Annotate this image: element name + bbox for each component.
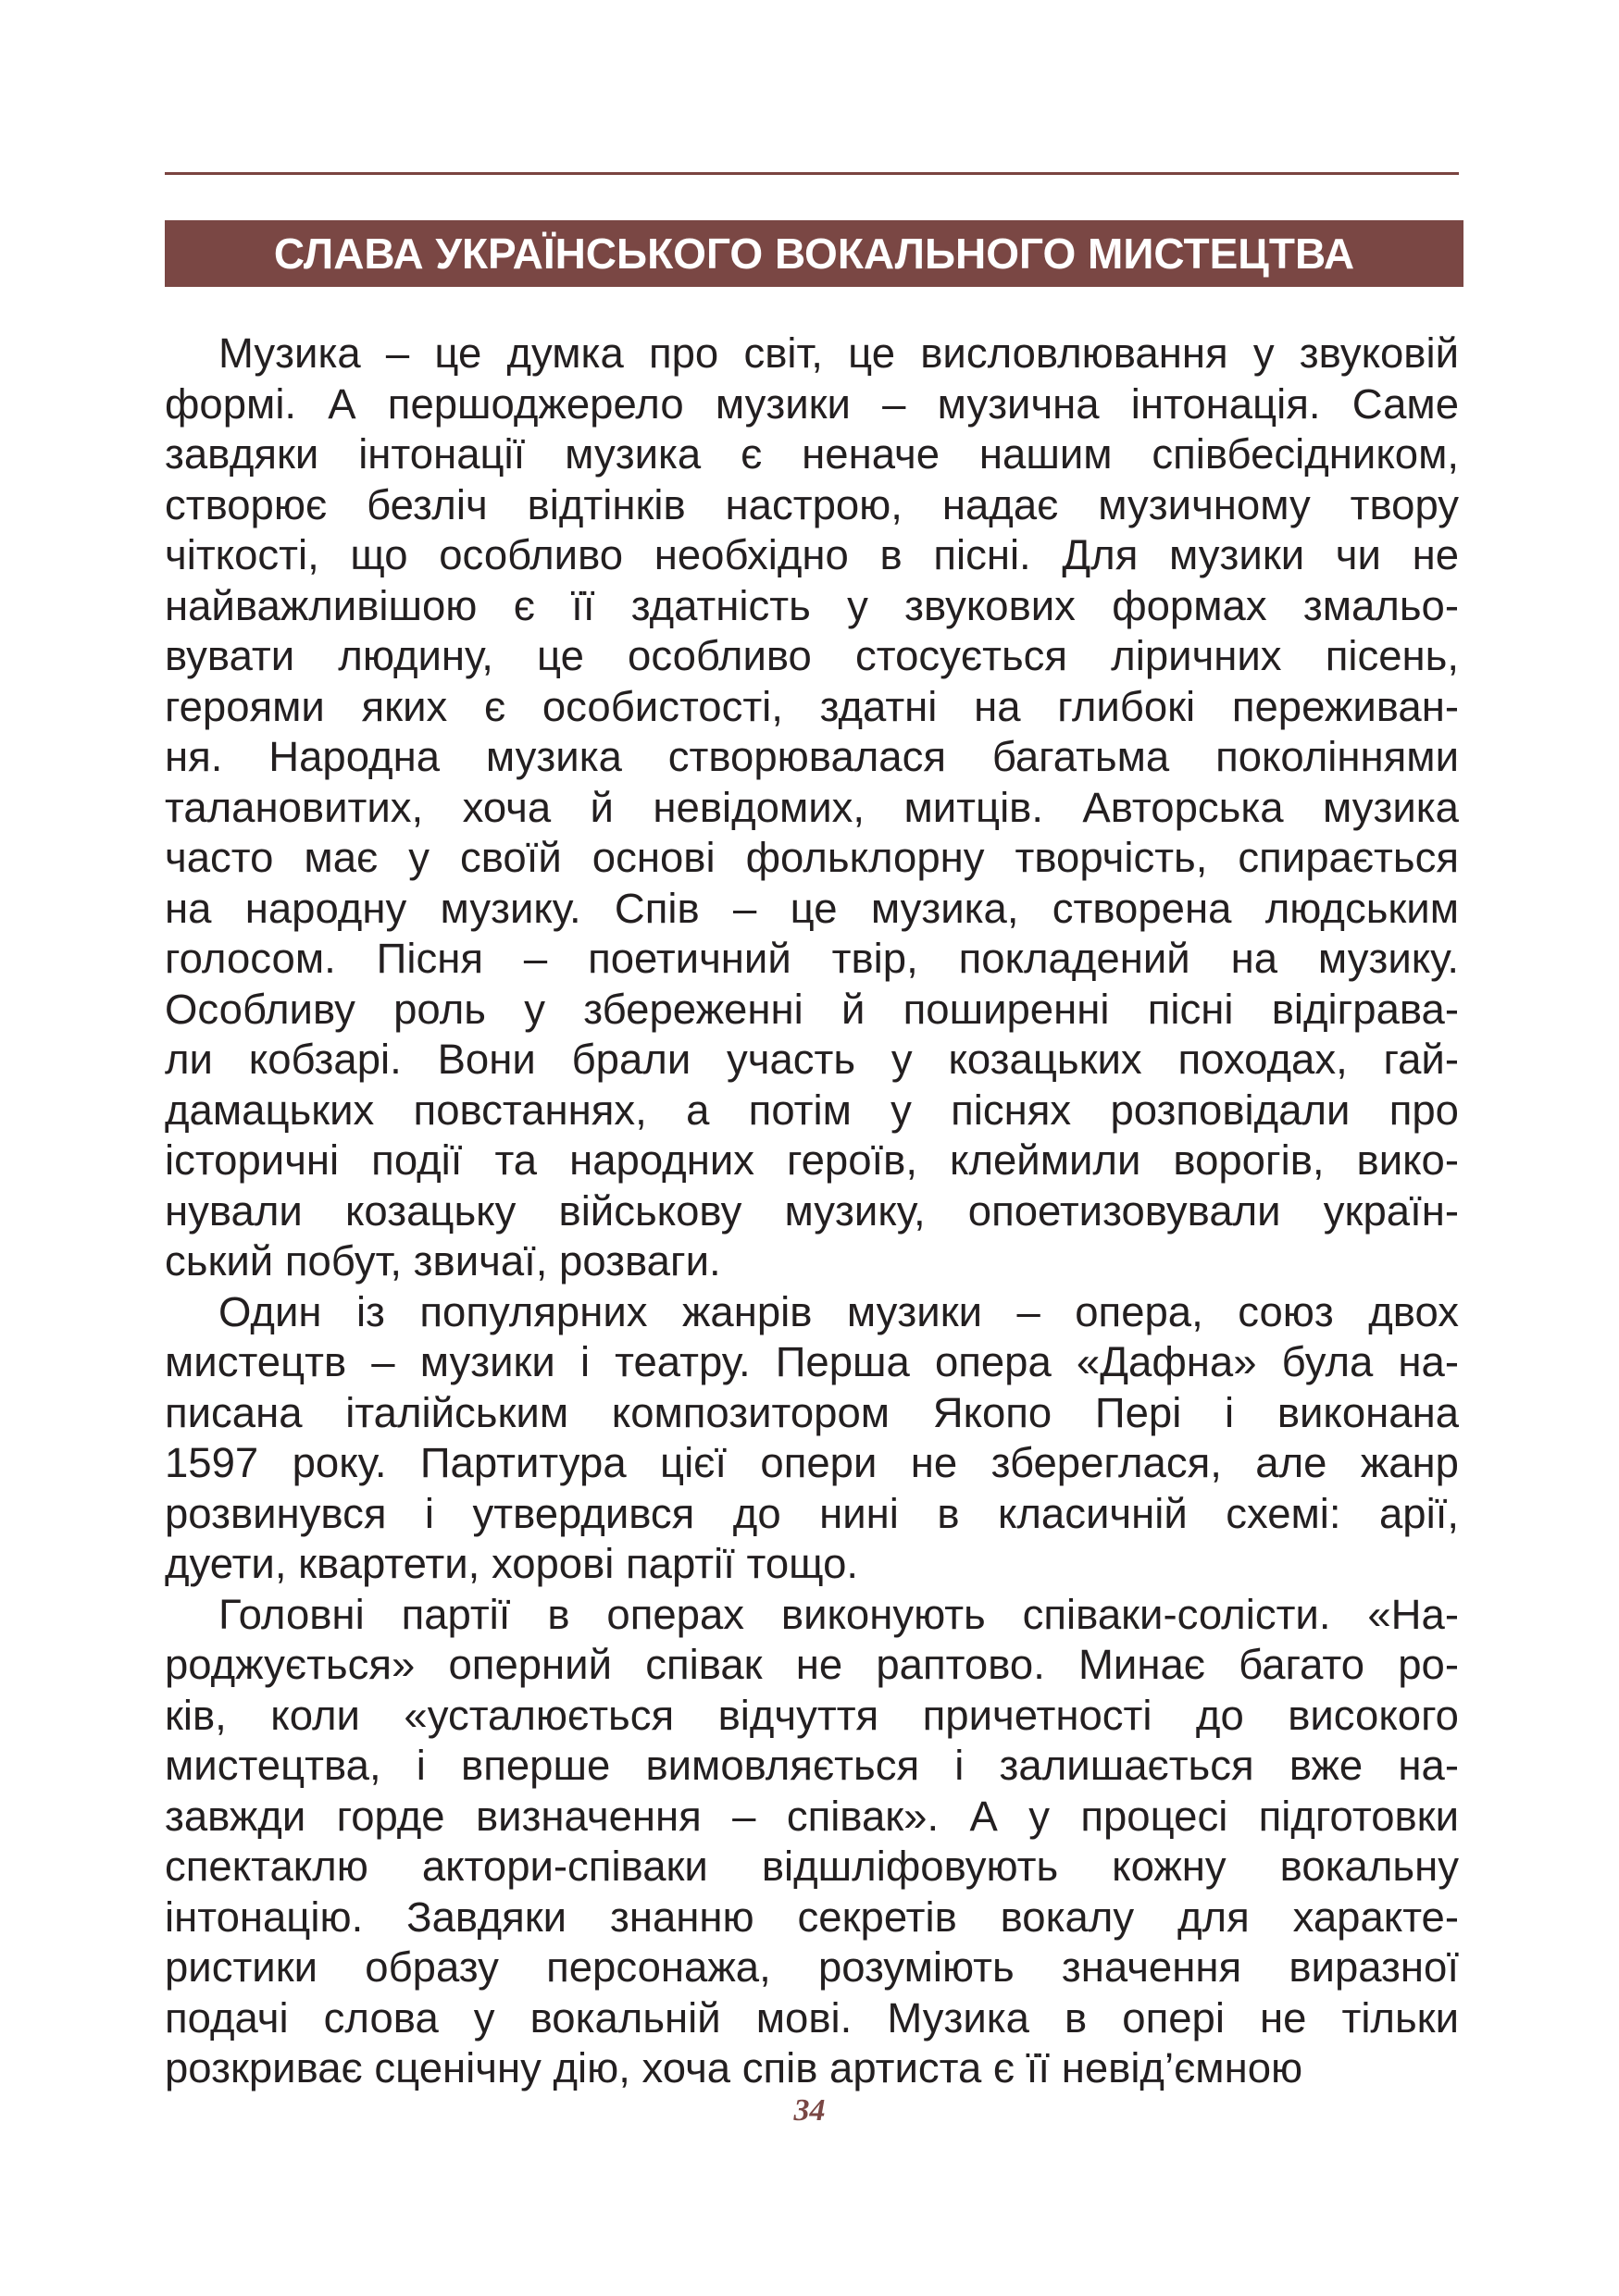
text-line: історичні події та народних героїв, клеймили ворогів, вико- [165,1136,1459,1184]
text-line: Головні партії в операх виконують співаки-солісти. «На- [218,1590,1459,1638]
text-line: інтонацію. Завдяки знанню секретів вокалу для характе- [165,1893,1459,1941]
text-line: завдяки інтонації музика є неначе нашим співбесідником, [165,430,1459,478]
text-line: Один із популярних жанрів музики – опера, союз двох [218,1287,1459,1335]
text-line: ня. Народна музика створювалася багатьма поколіннями [165,733,1459,780]
text-line: завжди горде визначення – співак». А у процесі підготовки [165,1792,1459,1840]
text-line: спектаклю актори-співаки відшліфовують кожну вокальну [165,1843,1459,1890]
section-heading-banner [165,220,1463,287]
text-line: вувати людину, це особливо стосується ліричних пісень, [165,632,1459,679]
text-line: мистецтва, і вперше вимовляється і залишається вже на- [165,1742,1459,1789]
text-line: Особливу роль у збереженні й поширенні пісні відіграва- [165,985,1459,1033]
text-line: подачі слова у вокальній мові. Музика в опері не тільки [165,1993,1459,2042]
text-line: найважливішою є її здатність у звукових формах змальо- [165,581,1459,629]
section-heading: СЛАВА УКРАЇНСЬКОГО ВОКАЛЬНОГО МИСТЕЦТВА [273,230,1355,278]
text-line: ли кобзарі. Вони брали участь у козацьких походах, гай- [165,1036,1459,1083]
text-line: формі. А першоджерело музики – музична інтонація. Саме [165,379,1459,428]
top-divider-line [165,172,1459,175]
article-body [165,329,1459,2094]
text-line: розкриває сценічну дію, хоча спів артиста є її невід’ємною [165,2044,1303,2091]
text-line: на народну музику. Спів – це музика, створена людським [165,884,1459,932]
text-line: часто має у своїй основі фольклорну творчість, спирається [165,834,1459,881]
page-number: 34 [793,2093,826,2128]
text-line: писана італійським композитором Якопо Пері і виконана [165,1388,1459,1436]
text-line: дамацьких повстаннях, а потім у піснях розповідали про [165,1086,1459,1134]
text-line: ків, коли «усталюється відчуття причетності до високого [165,1691,1459,1739]
text-line: героями яких є особистості, здатні на глибокі переживан- [165,682,1459,730]
paragraph [165,1590,1459,2094]
text-line: дуети, квартети, хорові партії тощо. [165,1540,859,1587]
text-line: розвинувся і утвердився до нині в класичній схемі: арії, [165,1489,1459,1537]
text-line: Музика – це думка про світ, це висловлювання у звуковій [218,329,1459,377]
paragraph [165,329,1459,1287]
paragraph [165,1287,1459,1590]
text-line: роджується» оперний співак не раптово. Минає багато ро- [165,1641,1459,1688]
text-line: мистецтв – музики і театру. Перша опера «Дафна» була на- [165,1338,1459,1385]
text-line: чіткості, що особливо необхідно в пісні. Для музики чи не [165,531,1459,578]
text-line: нували козацьку військову музику, опоетизовували україн- [165,1186,1459,1235]
text-line: ський побут, звичаї, розваги. [165,1237,721,1285]
text-line: голосом. Пісня – поетичний твір, покладений на музику. [165,935,1459,982]
text-line: ристики образу персонажа, розуміють значення виразної [165,1943,1459,1991]
text-line: створює безліч відтінків настрою, надає музичному твору [165,480,1459,528]
text-line: 1597 року. Партитура цієї опери не збереглася, але жанр [165,1439,1459,1486]
text-line: талановитих, хоча й невідомих, митців. Авторська музика [165,783,1459,831]
